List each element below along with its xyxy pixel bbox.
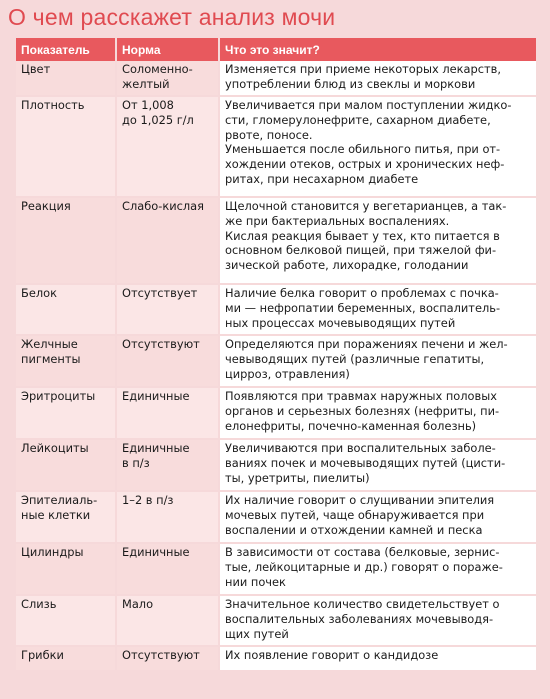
table-row — [16, 491, 536, 543]
table-row — [16, 646, 536, 671]
norm-cell: Мало — [116, 595, 219, 646]
norm-cell: Отсутствуют — [116, 646, 219, 671]
indicator-cell: Цилиндры — [16, 543, 116, 595]
meaning-paragraph: Щелочной становится у вегетарианцев, а так- же при бактериальных воспалениях. — [225, 199, 507, 228]
meaning-cell — [219, 595, 536, 646]
table-body — [16, 61, 536, 671]
indicator-cell: Лейкоциты — [16, 439, 116, 491]
column-header-norm: Норма — [116, 38, 219, 61]
table-row — [16, 61, 536, 96]
meaning-cell — [219, 387, 536, 439]
norm-cell: Единичные — [116, 387, 219, 439]
norm-cell: Единичные — [116, 543, 219, 595]
meaning-cell — [219, 439, 536, 491]
meaning-cell — [219, 543, 536, 595]
table-row — [16, 96, 536, 197]
norm-cell: Слабо-кислая — [116, 197, 219, 284]
indicator-cell: Эритроциты — [16, 387, 116, 439]
meaning-paragraph: Их наличие говорит о слущивании эпителия мочевых путей, чаще обнаруживается при воспалении и отхождении камней и песка — [225, 493, 495, 537]
meaning-paragraph: Увеличиваются при воспалительных заболе- ваниях почек и мочевыводящих путей (цисти- ты, уретриты, пиелиты) — [225, 441, 506, 485]
norm-cell: От 1,008 до 1,025 г/л — [116, 96, 219, 197]
meaning-cell — [219, 646, 536, 671]
table-row — [16, 335, 536, 387]
meaning-paragraph: Определяются при поражениях печени и жел- чевыводящих путей (различные гепатиты, цирроз, отравления) — [225, 337, 508, 381]
meaning-cell — [219, 335, 536, 387]
table-row — [16, 595, 536, 646]
norm-cell: 1–2 в п/з — [116, 491, 219, 543]
meaning-paragraph: Наличие белка говорит о проблемах с почка- ми — нефропатии беременных, воспалитель- ных процессах мочевыводящих путей — [225, 286, 501, 330]
meaning-paragraph: Их появление говорит о кандидозе — [225, 648, 439, 662]
meaning-paragraph: Появляются при травмах наружных половых органов и серьезных болезнях (нефриты, пи- елонефриты, почечно-каменная болезнь) — [225, 389, 500, 433]
norm-cell: Соломенно- желтый — [116, 61, 219, 96]
meaning-paragraph: В зависимости от состава (белковые, зернис- тые, лейкоцитарные и др.) говорят о пораже- нии почек — [225, 545, 503, 589]
urine-analysis-table — [16, 38, 536, 672]
document-title: О чем расскажет анализ мочи — [8, 4, 336, 30]
indicator-cell: Цвет — [16, 61, 116, 96]
indicator-cell: Грибки — [16, 646, 116, 671]
indicator-cell: Белок — [16, 284, 116, 335]
meaning-paragraph: Увеличивается при малом поступлении жидко- сти, гломерулонефрите, сахарном диабете, рвоте, поносе. — [225, 98, 512, 142]
norm-cell: Отсутствуют — [116, 335, 219, 387]
table-header-row — [16, 38, 536, 61]
indicator-cell: Реакция — [16, 197, 116, 284]
indicator-cell: Эпителиаль- ные клетки — [16, 491, 116, 543]
table-row — [16, 543, 536, 595]
column-header-meaning: Что это значит? — [219, 38, 536, 61]
indicator-cell: Слизь — [16, 595, 116, 646]
meaning-paragraph: Изменяется при приеме некоторых лекарств, употреблении блюд из свеклы и моркови — [225, 62, 501, 91]
norm-cell: Отсутствует — [116, 284, 219, 335]
meaning-cell — [219, 491, 536, 543]
meaning-cell — [219, 96, 536, 197]
meaning-paragraph: Уменьшается после обильного питья, при от- хождении отеков, острых и хронических неф- ритах, при несахарном диабете — [225, 142, 505, 186]
meaning-cell — [219, 284, 536, 335]
table-row — [16, 197, 536, 284]
column-header-indicator: Показатель — [16, 38, 116, 61]
meaning-cell — [219, 61, 536, 96]
table-row — [16, 284, 536, 335]
indicator-cell: Плотность — [16, 96, 116, 197]
meaning-paragraph: Кислая реакция бывает у тех, кто питается в основном белковой пищей, при тяжелой фи- зической работе, лихорадке, голодании — [225, 228, 500, 273]
table-row — [16, 439, 536, 491]
meaning-paragraph: Значительное количество свидетельствует о воспалительных заболеваниях мочевыводя- щих путей — [225, 597, 500, 641]
indicator-cell: Желчные пигменты — [16, 335, 116, 387]
table-row — [16, 387, 536, 439]
meaning-cell — [219, 197, 536, 284]
norm-cell: Единичные в п/з — [116, 439, 219, 491]
